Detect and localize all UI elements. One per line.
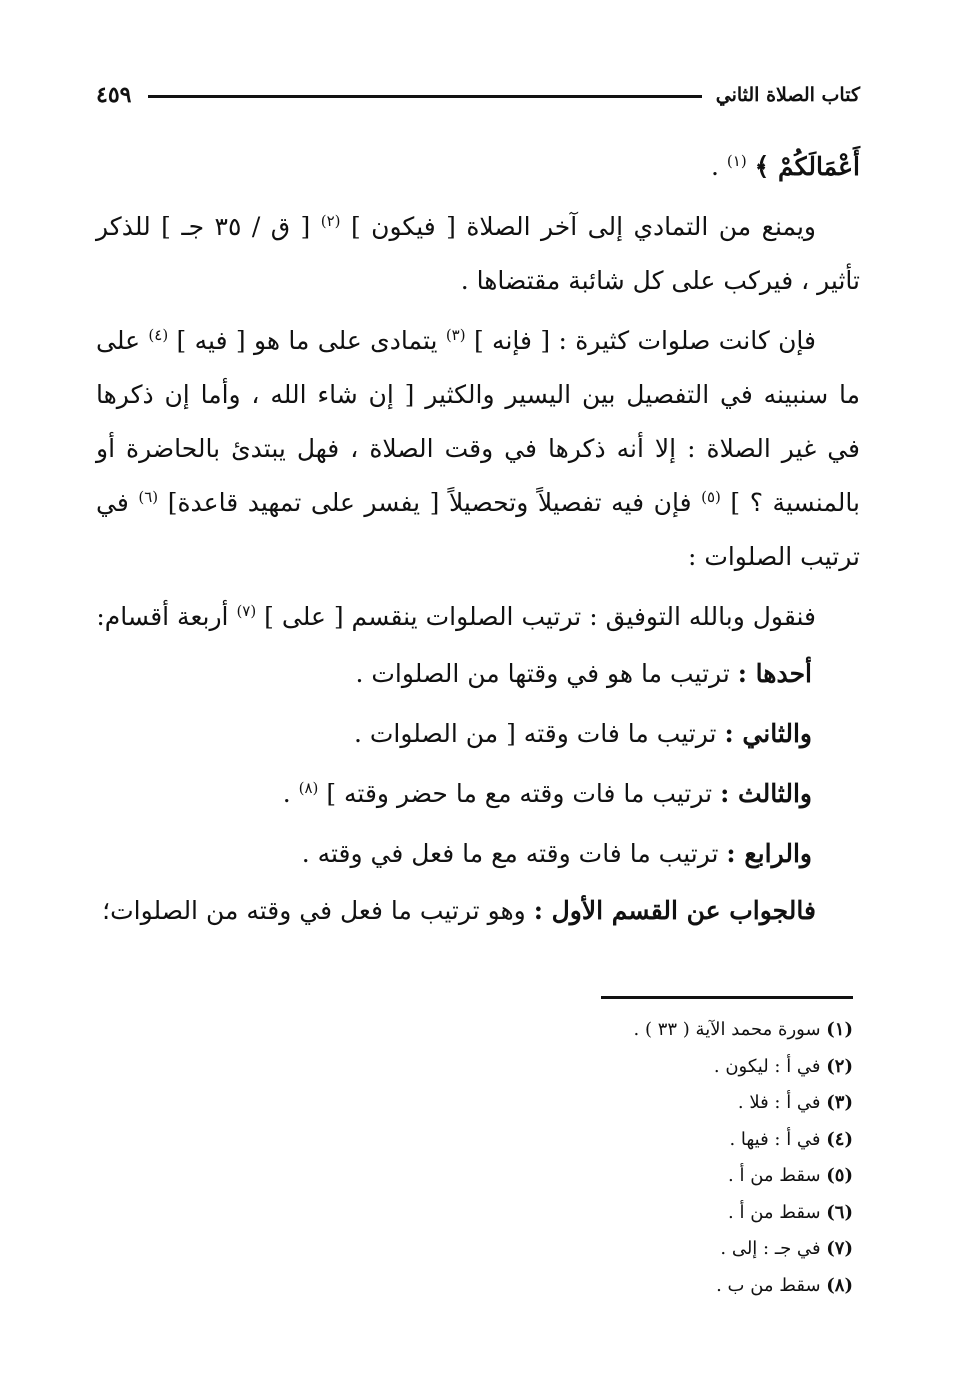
division-item-4 <box>96 824 860 884</box>
footnote-3 <box>153 1085 853 1122</box>
running-header <box>96 80 860 116</box>
page-number: ٤٥٩ <box>96 82 132 108</box>
paragraph-2-b: يتمادى على ما هو [ فيه ] <box>176 326 446 355</box>
verse-text: أَعْمَالَكُمْ ﴾ <box>754 152 860 181</box>
paragraph-2-a: فإن كانت صلوات كثيرة : [ فإنه ] <box>473 326 816 355</box>
paragraph-2-d: فإن فيه تفصيلاً وتحصيلاً [ يفسر على تمهيد قاعدة] <box>167 488 702 517</box>
footnote-6-number: (٦) <box>826 1201 853 1223</box>
footnote-5-text: سقط من أ . <box>728 1165 827 1186</box>
paragraph-1-b: [ ق / ٣٥ جـ ] للذكر تأثير ، فيركب على كل شائبة مقتضاها . <box>96 212 860 295</box>
answer-label: فالجواب عن القسم الأول : <box>533 896 816 925</box>
verse-line <box>96 140 860 194</box>
footnote-7-number: (٧) <box>826 1238 853 1259</box>
division-item-2-text: ترتيب ما فات وقته [ من الصلوات . <box>353 719 725 748</box>
paragraph-2-c: على ما سنبينه في التفصيل بين اليسير والكثير [ إن شاء الله ، وأما إن ذكرها في غير الصلاة : إلا أنه ذكرها في وقت الصلاة ، فهل يبتدئ بالحاضرة أو بالمنسية ؟ ] <box>96 326 860 517</box>
footnote-3-text: في أ : فلا . <box>737 1092 827 1113</box>
footnote-7-text: في جـ : إلى . <box>720 1238 827 1259</box>
division-item-2 <box>96 704 860 764</box>
division-item-1 <box>96 644 860 704</box>
header-title: كتاب الصلاة الثاني <box>715 84 860 106</box>
footnote-5 <box>153 1158 853 1195</box>
paragraph-1 <box>96 200 860 308</box>
answer-text: وهو ترتيب ما فعل في وقته من الصلوات؛ <box>102 896 534 925</box>
footnote-4-text: في أ : فيها . <box>729 1128 827 1150</box>
footnote-7 <box>153 1231 853 1268</box>
footnote-ref-4: (٤) <box>148 326 169 344</box>
footnote-ref-3: (٣) <box>445 326 466 344</box>
footnote-1-number: (١) <box>826 1019 853 1040</box>
footnote-4-number: (٤) <box>826 1128 853 1150</box>
footnote-8-number: (٨) <box>826 1274 853 1296</box>
footnote-ref-7: (٧) <box>236 602 257 620</box>
footnote-6 <box>153 1195 853 1232</box>
division-item-3-label: والثالث : <box>720 779 812 808</box>
footnote-6-text: سقط من أ . <box>728 1201 827 1223</box>
division-item-1-label: أحدها : <box>737 659 812 688</box>
footnote-3-number: (٣) <box>826 1092 853 1113</box>
division-item-1-text: ترتيب ما هو في وقتها من الصلوات . <box>355 659 738 688</box>
footnote-1 <box>153 1012 853 1049</box>
footnote-separator <box>601 996 853 999</box>
footnote-2-text: في أ : ليكون . <box>713 1055 827 1077</box>
paragraph-1-a: ويمنع من التمادي إلى آخر الصلاة [ فيكون ] <box>350 212 816 241</box>
footnote-ref-5: (٥) <box>701 488 721 506</box>
footnote-1-text: سورة محمد الآية ( ٣٣ ) . <box>633 1019 827 1040</box>
verse-tail: . <box>711 152 727 181</box>
footnote-8-text: سقط من ب . <box>716 1274 827 1296</box>
division-item-3-text: ترتيب ما فات وقته مع ما حضر وقته ] <box>326 779 721 808</box>
footnote-4 <box>153 1122 853 1159</box>
footnote-ref-2: (٢) <box>320 212 341 230</box>
paragraph-3 <box>96 590 860 644</box>
paragraph-2 <box>96 314 860 584</box>
paragraph-2-e: في ترتيب الصلوات : <box>96 488 860 571</box>
footnote-5-number: (٥) <box>826 1165 853 1186</box>
paragraph-3-a: فنقول وبالله التوفيق : ترتيب الصلوات ينقسم [ على ] <box>264 602 816 631</box>
division-item-2-label: والثاني : <box>724 719 812 748</box>
header-rule <box>148 95 702 98</box>
footnote-2 <box>153 1049 853 1086</box>
footnote-2-number: (٢) <box>826 1055 853 1077</box>
answer-paragraph <box>96 884 860 938</box>
footnote-ref-1: (١) <box>726 152 747 170</box>
division-item-3 <box>96 764 860 824</box>
division-item-3-tail: . <box>282 779 299 808</box>
division-item-4-text: ترتيب ما فات وقته مع ما فعل في وقته . <box>301 839 727 868</box>
footnotes <box>153 1012 853 1304</box>
division-item-4-label: والرابع : <box>726 839 812 868</box>
footnote-ref-8: (٨) <box>298 779 319 797</box>
main-text <box>96 140 860 938</box>
footnote-8 <box>153 1268 853 1305</box>
footnote-ref-6: (٦) <box>138 488 159 506</box>
paragraph-3-b: أربعة أقسام: <box>96 602 237 631</box>
